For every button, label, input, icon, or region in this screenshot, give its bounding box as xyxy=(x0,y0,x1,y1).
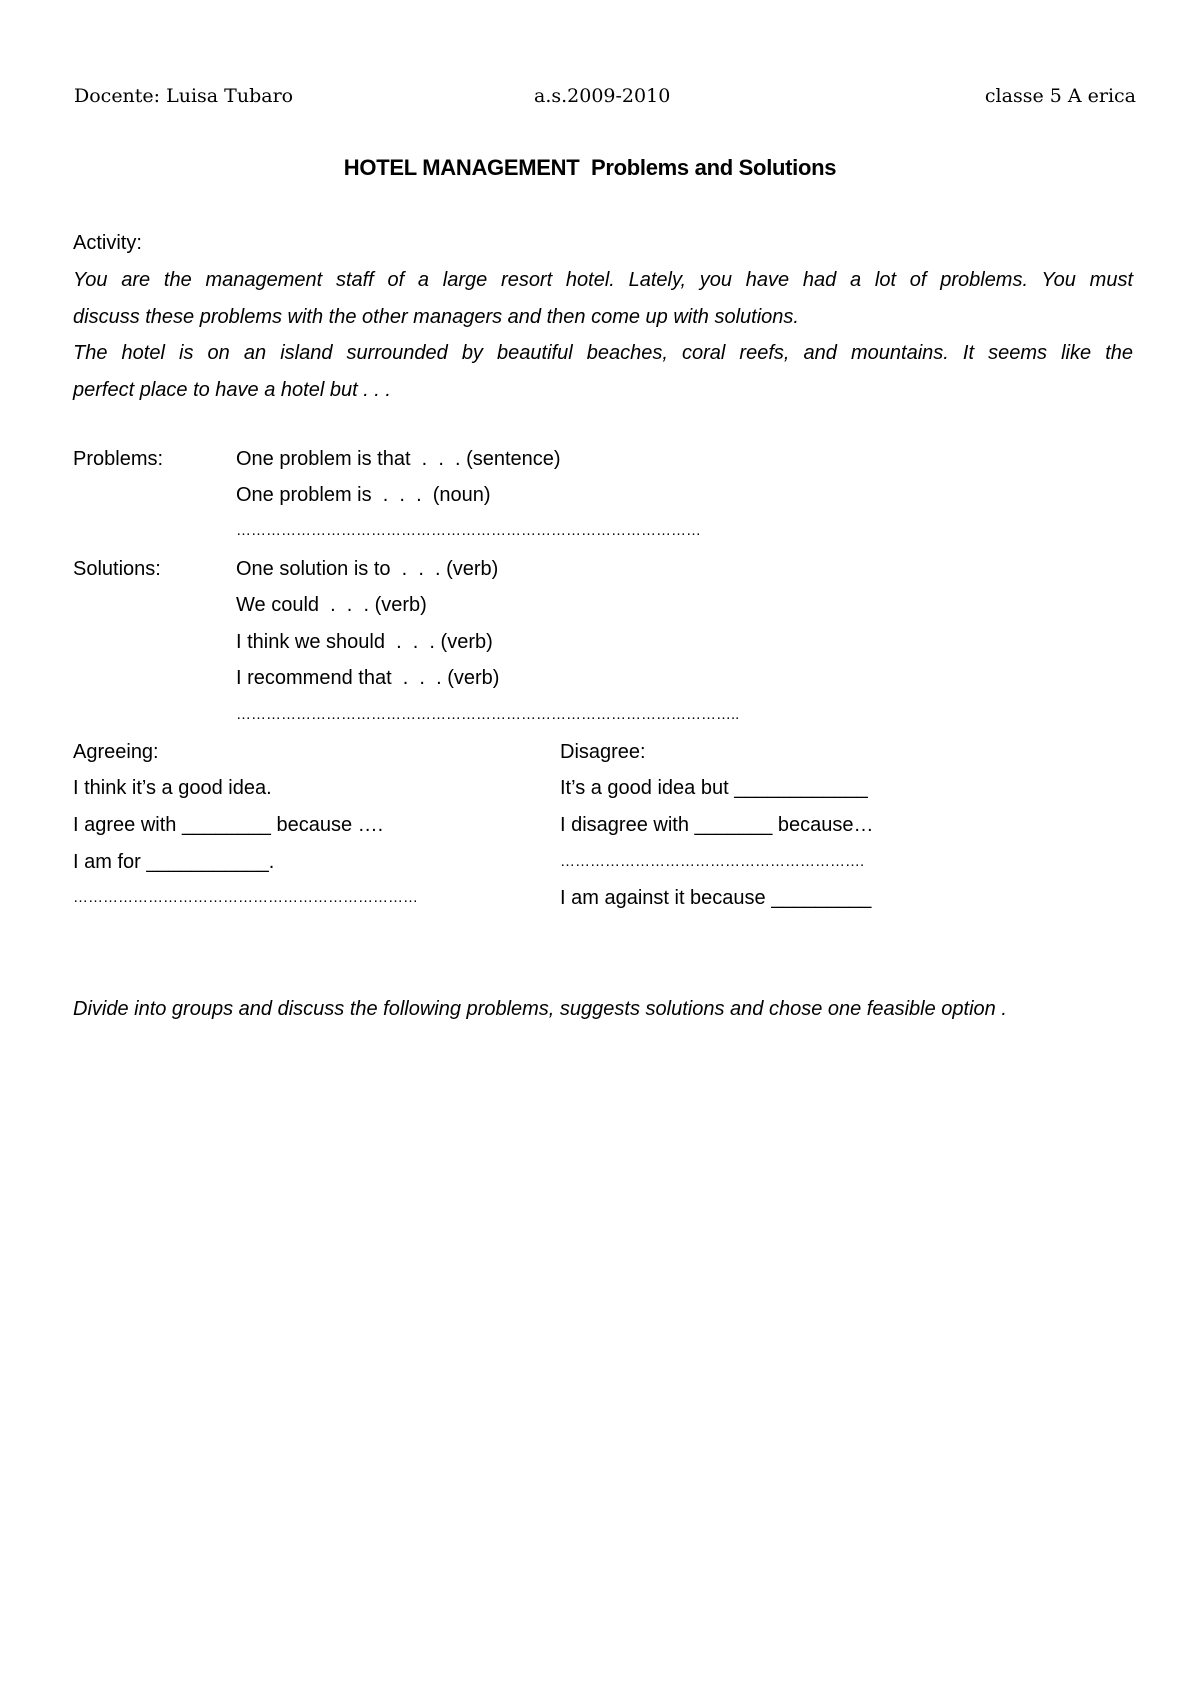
agreeing-label: Agreeing: xyxy=(73,741,159,763)
solution-phrase: I think we should . . . (verb) xyxy=(236,631,493,653)
solution-dotted-line: ……………………………………………………………………………………….. xyxy=(236,706,740,723)
disagree-dotted-line: ……………………………………………………. xyxy=(560,853,865,870)
problem-phrase: One problem is that . . . (sentence) xyxy=(236,448,561,470)
problems-label: Problems: xyxy=(73,448,164,470)
school-year: a.s.2009-2010 xyxy=(534,85,671,107)
teacher-name: Docente: Luisa Tubaro xyxy=(74,85,294,107)
disagree-label: Disagree: xyxy=(560,741,646,763)
solution-phrase: I recommend that . . . (verb) xyxy=(236,667,500,689)
solution-phrase: We could . . . (verb) xyxy=(236,594,427,616)
page-title: HOTEL MANAGEMENT Problems and Solutions xyxy=(343,155,837,180)
disagree-phrase: I disagree with _______ because… xyxy=(560,814,874,836)
intro-line-3: The hotel is on an island surrounded by beautiful beaches, coral reefs, and mountains. It seems like the xyxy=(73,342,1133,364)
class-label: classe 5 A erica xyxy=(984,85,1136,107)
intro-line-1: You are the management staff of a large resort hotel. Lately, you have had a lot of problems. You must xyxy=(73,269,1133,291)
disagree-phrase: It’s a good idea but ____________ xyxy=(560,777,868,799)
agreeing-phrase: I am for ___________. xyxy=(73,851,275,873)
agreeing-phrase: I think it’s a good idea. xyxy=(73,777,272,799)
disagree-phrase: I am against it because _________ xyxy=(560,887,872,909)
activity-label: Activity: xyxy=(73,232,142,254)
agreeing-dotted-line: …………………………………………………………… xyxy=(73,889,418,906)
closing-instruction: Divide into groups and discuss the following problems, suggests solutions and chose one feasible option . xyxy=(73,998,1007,1020)
intro-line-2: discuss these problems with the other managers and then come up with solutions. xyxy=(73,305,799,328)
problem-dotted-line: ………………………………………………………………………………… xyxy=(236,522,701,539)
solutions-label: Solutions: xyxy=(73,558,161,580)
agreeing-phrase: I agree with ________ because …. xyxy=(73,814,384,836)
problem-phrase: One problem is . . . (noun) xyxy=(236,484,491,506)
solution-phrase: One solution is to . . . (verb) xyxy=(236,558,499,580)
activity-description xyxy=(73,262,1133,408)
intro-line-4: perfect place to have a hotel but . . . xyxy=(73,378,391,401)
